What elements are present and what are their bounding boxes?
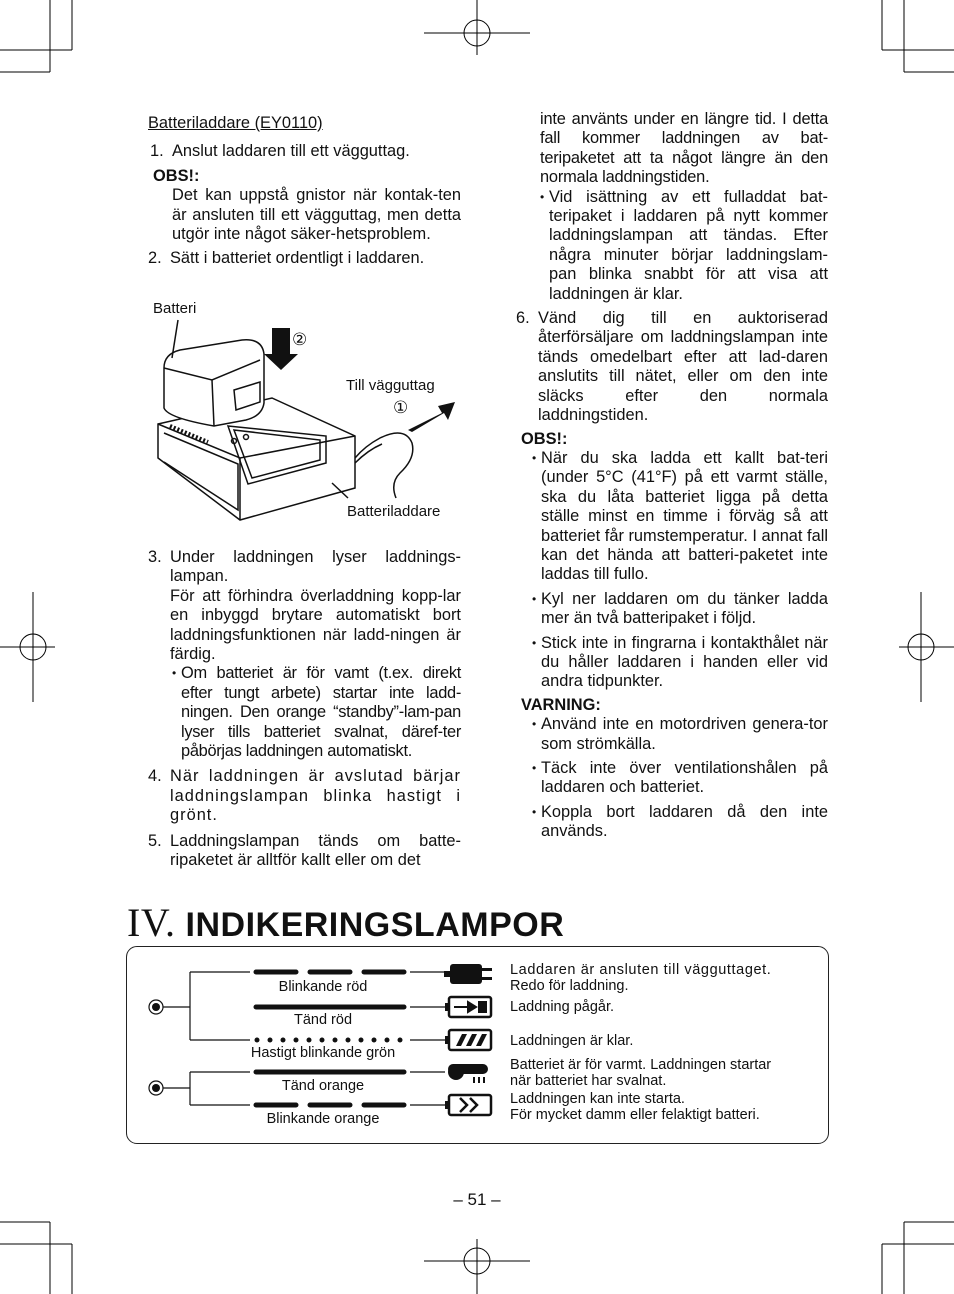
- lamp-label-blinking-orange: Blinkande orange: [266, 1111, 380, 1127]
- step-1: 1. Anslut laddaren till ett vägguttag.: [150, 142, 410, 161]
- lamp-label-blinking-red: Blinkande röd: [278, 979, 368, 995]
- page-number: – 51 –: [453, 1190, 501, 1209]
- section-title: INDIKERINGSLAMPOR: [185, 906, 565, 944]
- section-roman: IV.: [127, 900, 176, 945]
- obs-label: OBS!:: [153, 166, 200, 185]
- step-5: 5. Laddningslampan tänds om batte-ripaketet är alltför kallt eller om det: [148, 831, 461, 870]
- warning-bullet-2: • Täck inte över ventilationshålen på laddaren och batteriet.: [532, 759, 828, 797]
- step-3-bullet: • Om batteriet är för vamt (t.ex. direkt efter tungt arbete) startar inte ladd-ningen. Den orange “standby”-lam-pan lyser tills batteriet svalnat, däref-ter påbörjas laddningen automatiskt.: [172, 664, 461, 761]
- marker-2: ②: [292, 330, 308, 349]
- desc-too-hot: Batteriet är för varmt. Laddningen startar när batteriet har svalnat.: [510, 1057, 772, 1089]
- step-5-continued: inte använts under en längre tid. I detta fall kommer laddningen av bat-teripaketet att ta något längre än den normala laddningstiden.: [540, 110, 828, 187]
- plug-icon: [444, 964, 492, 984]
- step-2: 2. Sätt i batteriet ordentligt i laddaren.: [148, 249, 425, 268]
- obs-bullet-3: • Stick inte in fingrarna i kontakthålet när du håller laddaren i handen eller vid andra tidpunkter.: [532, 633, 828, 691]
- lamp-fast-blinking-green: [255, 1038, 403, 1043]
- thermometer-icon: [448, 1064, 488, 1083]
- desc-cannot-start: Laddningen kan inte starta. För mycket damm eller felaktigt batteri.: [510, 1091, 760, 1123]
- obs-text: Det kan uppstå gnistor när kontak-ten är ansluten till ett vägguttag, men detta utgör inte något säker-hetsproblem.: [172, 186, 461, 244]
- obs-bullet-1: • När du ska ladda ett kallt bat-teri (under 5°C (41°F) på ett varmt ställe, ska du låta batteriet ligga på detta ställe minst en timme i förväg så att batteriet får rumstemperatur. I annat fall kan det hända att batteri-paketet inte laddas till fullo.: [532, 448, 828, 584]
- label-charger: Batteriladdare: [347, 503, 441, 520]
- step-4: 4. När laddningen är avslutad bärjar laddningslampan blinka hastigt i grönt.: [148, 767, 461, 825]
- obs-bullet-2: • Kyl ner laddaren om du tänker ladda mer än två batteripaket i följd.: [532, 589, 828, 628]
- lamp-label-fast-green: Hastigt blinkande grön: [250, 1045, 396, 1061]
- desc-charging: Laddning pågår.: [510, 999, 615, 1015]
- lamp-label-solid-orange: Tänd orange: [281, 1078, 365, 1094]
- full-battery-icon: [445, 1030, 491, 1050]
- marker-1: ①: [393, 398, 409, 417]
- step-3: 3. Under laddningen lyser laddnings-lampan. För att förhindra överladdning kopp-lar en inbyggd brytare automatiskt bort laddningsfunktionen när ladd-ningen är färdig.: [148, 548, 461, 664]
- label-battery: Batteri: [153, 300, 197, 317]
- label-wall-outlet: Till vägguttag: [346, 377, 435, 394]
- step-6: 6. Vänd dig till en auktoriserad återförsäljare om laddningslampan inte tänds omedelbart efter att lad-daren anslutits till nätet, eller om den inte släcks efter den normala laddningstiden.: [516, 309, 828, 425]
- warning-bullet-1: • Använd inte en motordriven genera-tor som strömkälla.: [532, 715, 828, 753]
- desc-plugged-in: Laddaren är ansluten till vägguttaget. Redo för laddning.: [510, 962, 772, 994]
- lamp-label-solid-red: Tänd röd: [293, 1012, 353, 1028]
- warning-label: VARNING:: [521, 695, 601, 714]
- obs-label-2: OBS!:: [521, 429, 568, 448]
- charging-battery-icon: [445, 997, 491, 1017]
- faulty-battery-icon: [445, 1095, 491, 1115]
- section-subheading: Batteriladdare (EY0110): [148, 114, 323, 132]
- step-5-bullet: • Vid isättning av ett fulladdat bat-teripaket i laddaren på nytt kommer laddningslampan att tändas. Efter några minuter börjar laddningslam-pan blinka snabbt för att visa att laddningen är klar.: [540, 187, 828, 303]
- warning-bullet-3: • Koppla bort laddaren då den inte används.: [532, 802, 828, 841]
- desc-charged: Laddningen är klar.: [510, 1033, 634, 1049]
